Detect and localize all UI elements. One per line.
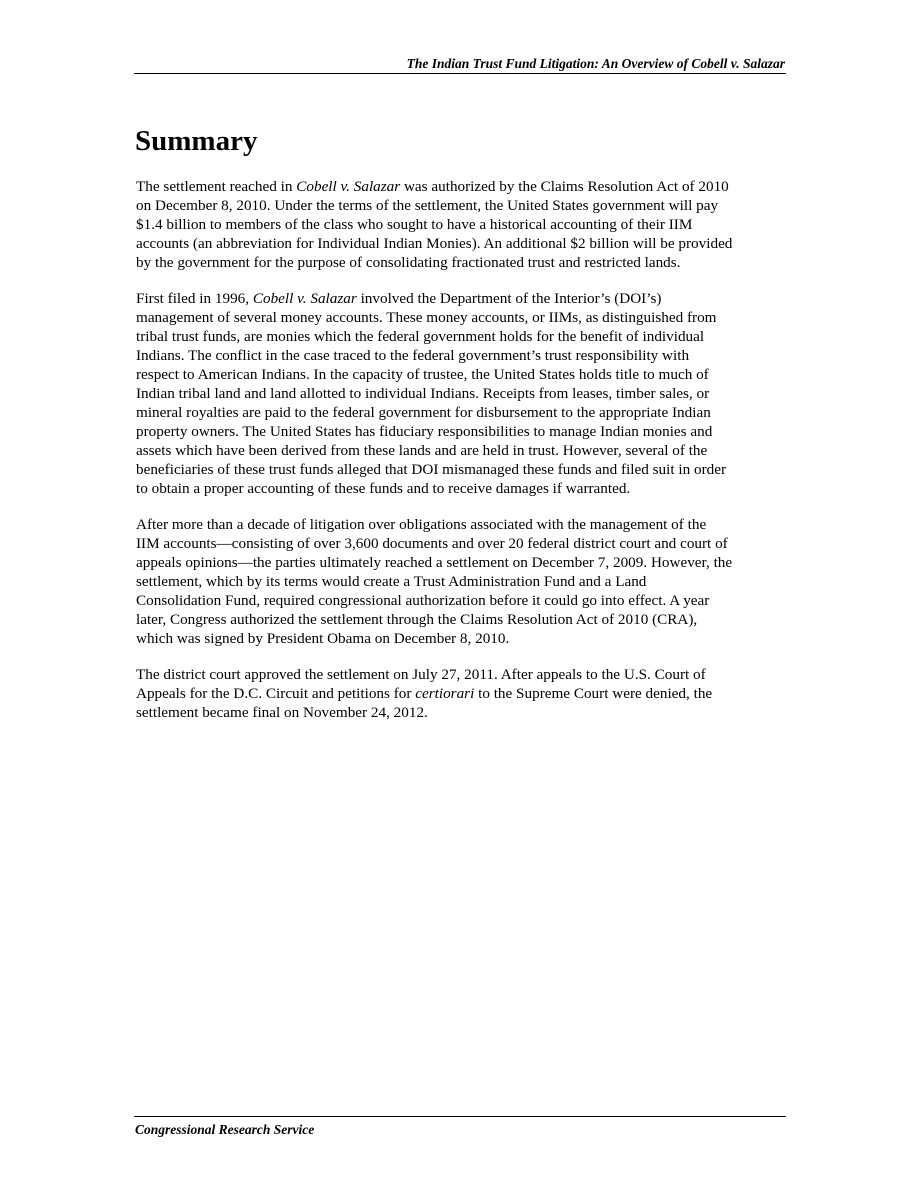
italic-text: Cobell v. Salazar [252,290,357,307]
text-line [136,460,788,479]
text-line [136,289,788,308]
text-run: IIM accounts—consisting of over 3,600 documents and over 20 federal district court and court of [136,535,728,552]
text-line [136,441,788,460]
text-run: assets which have been derived from these lands and are held in trust. However, several of the [136,442,708,459]
text-line [136,684,788,703]
text-run: settlement became final on November 24, 2012. [136,704,428,721]
text-run: settlement, which by its terms would create a Trust Administration Fund and a Land [136,573,647,590]
text-line [136,572,788,591]
text-run: respect to American Indians. In the capacity of trustee, the United States holds title to much of [136,366,709,383]
page-title: Summary [135,125,258,157]
summary-body [136,177,788,739]
text-line [136,215,788,234]
text-run: $1.4 billion to members of the class who sought to have a historical accounting of their IIM [136,216,693,233]
text-line [136,234,788,253]
text-run: mineral royalties are paid to the federal government for disbursement to the appropriate Indian [136,404,711,421]
text-line [136,384,788,403]
text-run: by the government for the purpose of consolidating fractionated trust and restricted lands. [136,254,681,271]
text-run: later, Congress authorized the settlement through the Claims Resolution Act of 2010 (CRA), [136,611,698,628]
page-footer [134,1116,786,1137]
text-line [136,703,788,722]
text-run: Appeals for the D.C. Circuit and petitions for [136,685,416,702]
text-line [136,365,788,384]
text-line [136,422,788,441]
text-line [136,553,788,572]
text-line [136,591,788,610]
text-run: property owners. The United States has fiduciary responsibilities to manage Indian monies and [136,423,713,440]
text-run: appeals opinions—the parties ultimately reached a settlement on December 7, 2009. However, the [136,554,733,571]
text-line [136,534,788,553]
text-run: Indians. The conflict in the case traced to the federal government’s trust responsibility with [136,347,690,364]
text-run: beneficiaries of these trust funds alleged that DOI mismanaged these funds and filed suit in order [136,461,727,478]
body-paragraph [136,177,788,272]
text-run: to obtain a proper accounting of these funds and to receive damages if warranted. [136,480,631,497]
text-run: The district court approved the settlement on July 27, 2011. After appeals to the U.S. Court of [136,666,706,683]
text-line [136,327,788,346]
running-title: The Indian Trust Fund Litigation: An Overview of Cobell v. Salazar [406,56,785,71]
text-run: Indian tribal land and land allotted to individual Indians. Receipts from leases, timber sales, or [136,385,710,402]
italic-text: certiorari [415,685,475,702]
text-run: which was signed by President Obama on December 8, 2010. [136,630,510,647]
text-line [136,515,788,534]
text-run: Consolidation Fund, required congressional authorization before it could go into effect. A year [136,592,710,609]
page-header [134,55,786,74]
text-run: First filed in 1996, [136,290,253,307]
body-paragraph [136,289,788,498]
text-run: to the Supreme Court were denied, the [474,685,713,702]
text-line [136,177,788,196]
text-run: accounts (an abbreviation for Individual Indian Monies). An additional $2 billion will be provided [136,235,733,252]
text-line [136,403,788,422]
body-paragraph [136,515,788,648]
text-run: involved the Department of the Interior’s (DOI’s) [356,290,662,307]
text-line [136,196,788,215]
text-line [136,253,788,272]
text-line [136,346,788,365]
text-line [136,479,788,498]
body-paragraph [136,665,788,722]
text-line [136,308,788,327]
text-run: management of several money accounts. These money accounts, or IIMs, as distinguished from [136,309,717,326]
text-run: The settlement reached in [136,178,297,195]
text-run: was authorized by the Claims Resolution Act of 2010 [400,178,729,195]
text-line [136,610,788,629]
italic-text: Cobell v. Salazar [296,178,401,195]
text-run: on December 8, 2010. Under the terms of the settlement, the United States government will pay [136,197,719,214]
text-line [136,665,788,684]
text-run: After more than a decade of litigation over obligations associated with the management of the [136,516,707,533]
footer-publisher: Congressional Research Service [135,1122,315,1137]
text-line [136,629,788,648]
text-run: tribal trust funds, are monies which the federal government holds for the benefit of individual [136,328,705,345]
